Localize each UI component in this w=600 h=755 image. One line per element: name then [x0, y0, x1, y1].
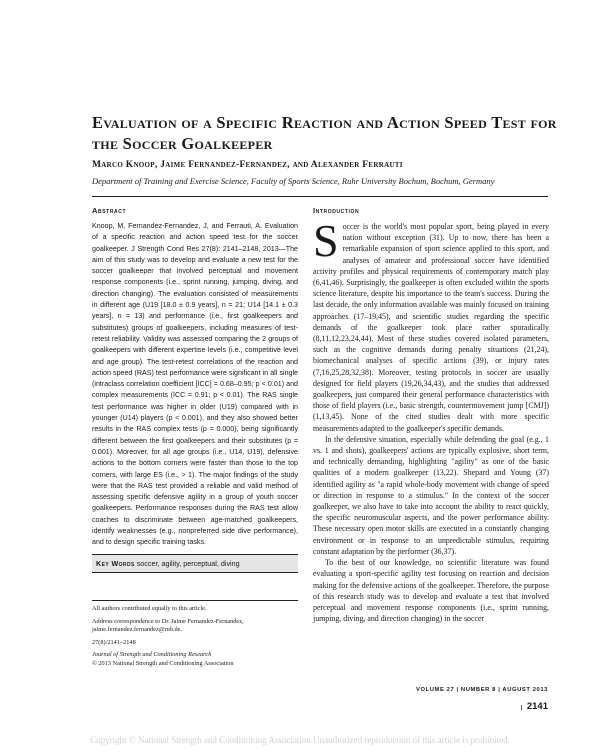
header-rule	[92, 196, 548, 197]
keywords-text: soccer, agility, perceptual, diving	[136, 558, 240, 568]
author-list: Marco Knoop, Jaime Fernandez-Fernandez, and Alexander Ferrauti	[92, 160, 403, 170]
drop-cap: S	[313, 215, 339, 266]
intro-paragraph-2: In the defensive situation, especially while defending the goal (e.g., 1 vs. 1 and shots), goalkeepers' actions are typically explosive, short term, and technically demanding, highlighting "agility" as one of the basic qualities of a modern goalkeeper (13,22). Shepard and Young (37) identified agility as "a rapid whole-body movement with change of speed or direction in response to a stimulus." In the context of the soccer goalkeeper, we also have to take into account the ability to react quickly, the specific neuromuscular aspects, and the power performance ability. These necessary open motor skills are executed in a constantly changing environment or in response to an unpredictable stimulus, requiring constant adaptation by the performer (36,37).	[313, 434, 549, 556]
correspondence-note: Address correspondence to Dr. Jaime Fernandez-Fernandez, jaime.fernandez.fernandez@rub.de.	[92, 617, 244, 634]
right-column	[313, 206, 549, 624]
contribution-note: All authors contributed equally to this article.	[92, 605, 207, 612]
issue-info: VOLUME 27 | NUMBER 8 | AUGUST 2013 |	[416, 687, 548, 711]
keywords-box	[92, 554, 298, 573]
introduction-heading: Introduction	[313, 206, 360, 215]
abstract-text: Knoop, M, Fernandez-Fernandez, J, and Ferrauti, A. Evaluation of a specific reaction and action speed test for the soccer goalkeeper. J Strength Cond Res 27(8): 2141–2148, 2013—The aim of this study was to develop and evaluate a new test for the soccer goalkeeper that involved perceptual and movement response components (i.e., sprint running, jumping, diving, and direction changing). The evaluation consisted of measurements in different age (U19 [18.0 ± 0.9 years], n = 21; U14 [14.1 ± 0.3 years], n = 13) and performance (i.e., first goalkeepers and substitutes) groups of goalkeepers, including measures of test-retest reliability. Validity was assessed comparing the 2 groups of goalkeepers with different expertise levels (i.e., competitive level and age group). The test-retest correlations of the reaction and action speed (RAS) test performance were significant in all single (intraclass correlation coefficient [ICC] = 0.68–0.95; p < 0.01) and complex measurements (ICC = 0.91; p < 0.01). The RAS single test performance was higher in older (U19) compared with in younger (U14) players (p < 0.001), and they also showed better results in the RAS complex tests (p = 0.000), being significantly different between the first goalkeepers and their substitutes (p = 0.001). Moreover, for all age groups (i.e., U14, U19), defensive actions to the bottom corners were faster than those to the top corners, with large ES (i.e., > 1). The major findings of the study were that the RAS test provided a reliable and valid method of assessing specific defensive agility in a group of youth soccer goalkeepers. Performance responses during the RAS test allow coaches to discriminate between age-matched goalkeepers, identify weaknesses (e.g., nonpreferred side dive performance), and to design specific training tasks.	[92, 222, 298, 547]
article-title: Evaluation of a Specific Reaction and Action Speed Test for the Soccer Goalkeeper	[92, 113, 557, 153]
journal-copyright: © 2013 National Strength and Conditioning Association	[92, 659, 234, 667]
abstract-heading: Abstract	[92, 206, 127, 215]
affiliation: Department of Training and Exercise Science, Faculty of Sports Science, Ruhr University Bochum, Bochum, Germany	[92, 176, 495, 186]
intro-paragraph-3: To the best of our knowledge, no scientific literature was found evaluating a sport-specific agility test focusing on reaction and decision making for the defensive actions of the goalkeeper. Therefore, the purpose of this research study was to develop and evaluate a test that involved perceptual and movement response components (i.e., sprint running, jumping, diving, and direction changing) in the soccer	[313, 558, 549, 624]
article-id: 27(8)/2141–2148	[92, 638, 136, 646]
copyright-watermark: Copyright © National Strength and Conditioning Association Unauthorized reproduction of this article is prohibited.	[90, 735, 510, 745]
journal-info	[92, 651, 298, 668]
journal-name: Journal of Strength and Conditioning Research	[92, 651, 212, 659]
page-number: 2141	[526, 701, 548, 712]
footnotes	[92, 600, 298, 669]
left-column	[92, 206, 298, 573]
page-footer	[400, 678, 548, 714]
intro-paragraph-1: Soccer is the world's most popular sport, being played in every nation without exception (31). Up to now, there has been a remarkable expansion of sport science applied to this sport, and analyses of amateur and professional soccer have identified activity profiles and physical requirements of contemporary match play (6,41,46). Surprisingly, the goalkeeper is often excluded within the sports science literature, despite his importance to the team's success. During the last decade, the only information available was mainly focused on training approaches (17–19,45), and scientific studies regarding the specific demands of the goalkeeper took place rather sporadically (8,11,12,23,24,44). Most of these studies covered isolated parameters, such as the cognitive demands during penalty situations (21,24), biomechanical analyses of specific actions (39), or injury rates (7,16,25,28,32,38). Moreover, testing protocols in soccer are usually designed for field players (19,26,34,43), and the studies that addressed goalkeepers, just compared their general performance characteristics with those of field players (i.e., basic strength, countermovement jump [CMJ]) (1,13,45). None of the cited studies dealt with more specific measurements adapted to the goalkeeper's specific demands.	[313, 215, 549, 433]
keywords-label: Key Words	[96, 558, 135, 568]
